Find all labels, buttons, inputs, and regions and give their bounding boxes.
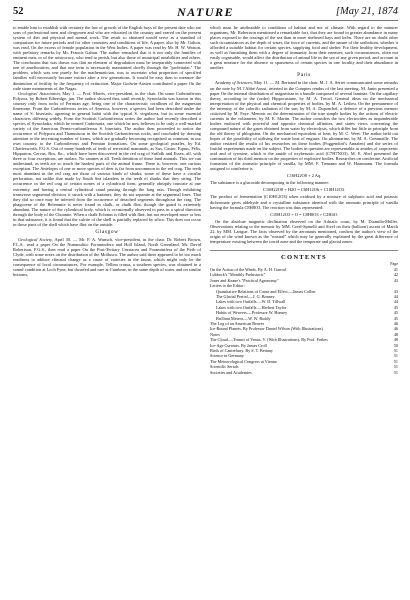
contents-item-title: The Log of an American Beaver bbox=[210, 321, 265, 327]
contents-item-title: Quantitative Relations of Cause and Effect.—James Collier bbox=[216, 288, 316, 294]
chemical-equation: C16H22O8 + H2O = C6H12O6 + C10H12O3. bbox=[262, 187, 346, 193]
contents-item-title: Lubbock's "Monthly Prehistoric" bbox=[210, 272, 266, 278]
contents-title: CONTENTS bbox=[281, 253, 327, 261]
contents-item-title: Scientific Serials bbox=[210, 364, 239, 370]
contents-item bbox=[210, 370, 398, 375]
society-name: Geological Society, bbox=[18, 236, 53, 242]
contents-item-title: The Glacial Period.—J. G. Bonney bbox=[216, 294, 275, 299]
paragraph: which must be attributable to conditions of habitat and not of climate. With regard to the minuter organisms, Mr. Robertson mentioned a remarkable fact, that they are found in greater abundance in many places exposed to the tossings of the sea than in more sheltered bays and lochs. There are no doubt other such circumstances as the depth of water, the force of currents, and the nature of the seabottom, whether it afforded a suitable habitat for certain species, supplying food and shelter. For their healthy development, as well as furnishing them with a degree of immunity from their enemies, such circumstances, often not easily cognisable, would affect the distribution of animal life in the sea of any given period, and account in a great measure for the absence or sparseness of certain species in one locality and their abundance in another. bbox=[210, 25, 398, 71]
contents-item-page: 50 bbox=[393, 342, 398, 348]
contents-list bbox=[210, 267, 398, 375]
contents-item-page: 45 bbox=[393, 315, 398, 321]
society-name: Geologists' Association, bbox=[18, 90, 61, 96]
section-heading-paris: Paris bbox=[297, 72, 311, 79]
contents-item-page: 43 bbox=[393, 288, 398, 294]
contents-item-page: 45 bbox=[393, 304, 398, 310]
contents-item-title: Birds of Canterbury. By S. T. Bettany bbox=[210, 348, 273, 354]
report-text: The product of fermentation (C10H12O3) when oxidised by a mixture of sulphuric acid and potassic dichromate gives aldehyde and a crystalline substance identical with the aromatic principle of vanilla having the formula C8H8O3. The reaction was thus represented: bbox=[210, 194, 398, 210]
meeting-date: May 1. bbox=[62, 90, 76, 96]
left-column bbox=[13, 25, 201, 375]
contents-item-title: Ice-Age Currents. By James Croll bbox=[210, 342, 267, 348]
contents-item-title: Lakes with two Outfalls.—Herbert Taylor bbox=[216, 304, 287, 310]
two-column-body bbox=[13, 25, 398, 375]
contents-item-page: 51 bbox=[393, 353, 398, 359]
contents-item-title: The Meteorological Congress at Vienna bbox=[210, 358, 277, 364]
contents-item-page: 48 bbox=[393, 331, 398, 337]
contents-item-page: 41 bbox=[393, 266, 398, 272]
contents-item-title: Societies and Academies bbox=[210, 369, 252, 375]
contents-item-page: 51 bbox=[393, 364, 398, 370]
contents-item-page: 49 bbox=[393, 337, 398, 343]
contents-item-page: 45 bbox=[393, 310, 398, 316]
contents-item-title: Ice-Bound Planets. By Professor Daniel Wilson (With Illustrations) bbox=[210, 326, 323, 332]
contents-item-title: Letters to the Editor: bbox=[210, 283, 245, 289]
page-number: 52 bbox=[13, 6, 24, 17]
contents-item-page: 46 bbox=[393, 321, 398, 327]
contents-item-page: 51 bbox=[393, 358, 398, 364]
report-text: Prof. Morris, vice-president, in the chair. On some Carboniferous Polyzoa, by Robert Etheridge, jun. The author showed that, until recently, Synocladia was known in this country only from rocks of Permian age, being one of the characteristic corallines of the magnesian limestone. From the Carboniferous series of America, however, a species had been described under the name of S. biseriaiis, agreeing in general habit with the typical S. virgulacea, but in some essential characters differing widely. From the Scottish Carboniferous series the author had recently described a species of Synocladia, which he termed Carbonaria, one which he now believes to be only a well-marked variety of the American Permo-carboniferous S. biseriaiis. The author then proceeded to notice the occurrence of Polypora and Thamniscus in the Scottish Carboniferous rocks, and concluded by drawing attention to the increasing number of forms, which are gradually becoming recognised as common, in our own country, to the Carboniferous and Permian formations. On some geological puzzles, by Ed. Charlesworth, F.G.S. Out of many hundreds of teeth of terrestrial mammals, as Sus, Castor, Equus, Felis, Hipparion, Cervus, Bos, &c., which have been discovered in the red crag of Suffolk and Essex, all, with three or four exceptions, are molars. No canines at all. Teeth dentition of these land animals. This we can understand, as teeth are so much the hardest parts of the animal frame. There is, however, one curious exception. The Antelopes of one or more species of deer is far from uncommon in the red crag. The teeth most abundant in the red crag are those of various kinds of sharks; some of these have a circular perforation, not unlike that made by South Sea islanders in the teeth of sharks that they string. The occurrence in the red crag of certain stones of a cylindrical form, generally abruptly truncate at one extremity, and having a central cylindrical canal passing through the long axis. Though exhibiting transverse segmental division, it struck with a hammer, they do not separate at the segmental lines. That they did so once may be inferred from the occurrence of detached segments throughout the crag. The phagocene of the Belemnite is never found in chalk, or chalk flint, though the guard is extremely abundant. The nature of the cylindrical body, which is occasionally observed to pass in a spiral direction through the body of the Choanite. When a chalk Echinus is filled with flint, but not enveloped more or less in that substance, it is found that the calcite of the shell is partially replaced by silica. This does not occur in those parts of the shell which have flint on the outside. bbox=[13, 90, 201, 227]
contents-item-page: 44 bbox=[393, 299, 398, 305]
contents-item-title: Notes bbox=[210, 331, 220, 337]
contents-item-title: Jones and Keane's "Practical Agronomy" bbox=[210, 277, 279, 283]
geological-association-report: Geologists' Association, May 1. — Prof. Morris, vice-president, in the chair. On some Carboniferous Polyzoa, by Robert Etheridge, jun. The author showed that, until recently, Synocladia was known in this country only from rocks of Permian age, being one of the characteristic corallines of the magnesian limestone. From the Carboniferous series of America, however, a species had been described under the name of S. biseriaiis, agreeing in general habit with the typical S. virgulacea, but in some essential characters differing widely. From the Scottish Carboniferous series the author had recently described a species of Synocladia, which he termed Carbonaria, one which he now believes to be only a well-marked variety of the American Permo-carboniferous S. biseriaiis. The author then proceeded to notice the occurrence of Polypora and Thamniscus in the Scottish Carboniferous rocks, and concluded by drawing attention to the increasing number of forms, which are gradually becoming recognised as common, in our own country, to the Carboniferous and Permian formations. On some geological puzzles, by Ed. Charlesworth, F.G.S. Out of many hundreds of teeth of terrestrial mammals, as Sus, Castor, Equus, Felis, Hipparion, Cervus, Bos, &c., which have been discovered in the red crag of Suffolk and Essex, all, with three or four exceptions, are molars. No canines at all. Teeth dentition of these land animals. This we can understand, as teeth are so much the hardest parts of the animal frame. There is, however, one curious exception. The Antelopes of one or more species of deer is far from uncommon in the red crag. The teeth most abundant in the red crag are those of various kinds of sharks; some of these have a circular perforation, not unlike that made by South Sea islanders in the teeth of sharks that they string. The occurrence in the red crag of certain stones of a cylindrical form, generally abruptly truncate at one extremity, and having a central cylindrical canal passing through the long axis. Though exhibiting transverse segmental division, it struck with a hammer, they do not separate at the segmental lines. That they did so once may be inferred from the occurrence of detached segments throughout the crag. The phagocene of the Belemnite is never found in chalk, or chalk flint, though the guard is extremely abundant. The nature of the cylindrical body, which is occasionally observed to pass in a spiral direction through the body of the Choanite. When a chalk Echinus is filled with flint, but not enveloped more or less in that substance, it is found that the calcite of the shell is partially replaced by silica. This does not occur in those parts of the shell which have flint on the outside. bbox=[13, 90, 201, 227]
report-text: On the absolute magnetic declination observed on the Adriatic coast, by M. Diamilla-Müller. Observations relating to the memoir by MM. Creel-Spinelli and Sivel on their (balloon) ascent of March 22, by MM. Larigue. The facts observed by the aeronauts mentioned, confirm the author's view of the origin of the wind known as the "mistral" which may be generally explained by the great difference of temperature existing between the torrid zone and the temperate and glacial zones. bbox=[210, 218, 398, 244]
journal-title: NATURE bbox=[176, 5, 234, 19]
contents-item-title: On the Action of the Winds. By A. H. Garrod bbox=[210, 266, 286, 272]
issue-date: [May 21, 1874 bbox=[335, 6, 398, 17]
contents-item-page: 43 bbox=[393, 277, 398, 283]
glasgow-society-report: Geological Society, April 30. — Mr. F. A. Wunsch, vice-president, in the chair. Dr. Robert Brown, F.L.S., read a paper On the Nummulitic Foraminifera and Holl Island, North Greenland. Mr. David Robertson, F.G.S., then read a paper On the Post-Tertiary Crustacea and Foraminifera of the Firth of Clyde, with some notes on the distribution of the Mollusca. The author said there appeared to be too much readiness to adduce climatal change as a cause of varieties in the fauna, which might only be the consequence of local circumstances. For example, Tellina crassa, a southern species, was obtained in a sound condition at Loch Fyne, but dwarfed and rare at Cumbrae, in the same depth of water and on similar bottoms, bbox=[13, 236, 201, 278]
right-column bbox=[210, 25, 398, 375]
running-header bbox=[13, 6, 398, 21]
contents-item-page: 42 bbox=[393, 272, 398, 278]
contents-item-title: Habits of Weavers.—Professor W. Hunsey bbox=[216, 310, 288, 316]
contents-item-page: 44 bbox=[393, 294, 398, 299]
paragraph: to enable him to establish with certainty the law of growth of the English boys of the present date who are sons of professional men and clergymen and who are educated in the country and reared on the present system of diet and physical and mental work. The result so obtained would serve as a standard of comparison for future periods and for other countries and conditions of life. A paper, also by Mr. Galton, was read, On the excess of female population in the West Indies. A paper was read by Mr. H. W. Watson, with prefatory remarks by Mr. Francis Galton. The author remarked that it is not only the families of eminent men, or of the aristocracy, who tend to perish, but also those of municipal notabilities and others. The conclusion that was drawn was that an element of degradation must be inseparably connected with one of amelioration, and that one term is necessarily maintained chiefly through the "proletariat." The problem, which was one purely for the mathematician, was to ascertain what proportion of specified families will necessarily become extinct after a few generations. It would be easy then to measure the diminution of fertility by the frequency of extinction. Major Godwin-Austen contributed a paper On the rude stone monuments of the Nagas. bbox=[13, 25, 201, 91]
contents-item-page: 51 bbox=[393, 369, 398, 375]
report-text: The substance is a glucoside decomposing in the following manner: bbox=[210, 180, 330, 186]
contents-item-title: Brilliant Meteor.—W. W. Boddy bbox=[216, 315, 271, 321]
chemical-formula: C16H22O8 + 2 Aq. bbox=[286, 173, 322, 179]
meeting-date: April 30. bbox=[54, 236, 72, 242]
contents-item-title: The Cloud.—Transit of Venus, V. (With Illustrations). By Prof. Forbes bbox=[210, 337, 328, 343]
report-text: Mr. F. A. Wunsch, vice-president, in the chair. Dr. Robert Brown, F.L.S., read a paper On the Nummulitic Foraminifera and Holl Island, North Greenland. Mr. David Robertson, F.G.S., then read a paper On the Post-Tertiary Crustacea and Foraminifera of the Firth of Clyde, with some notes on the distribution of the Mollusca. The author said there appeared to be too much readiness to adduce climatal change as a cause of varieties in the fauna, which might only be the consequence of local circumstances. For example, Tellina crassa, a southern species, was obtained in a sound condition at Loch Fyne, but dwarfed and rare at Cumbrae, in the same depth of water and on similar bottoms, bbox=[13, 236, 201, 278]
section-heading-glasgow: Glasgow bbox=[95, 228, 119, 235]
contents-item-page: 51 bbox=[393, 348, 398, 354]
academy-report: Academy of Sciences, May 11. — M. Bertrand in the chair. M. J. A. Serret communicated some remarks on the note by M. l'Abbé Aoust, inserted in the Comptes rendus of the last meeting. M. Janin presented a paper On the internal distribution of magnetism in a bundle composed of several laminae. On the capillary theory according to the (order) Hippocastane, by M. A. Trecul. General ideas on the mechanical interpretation of the physical and chemical properties of bodies, by M. A. Ledieu. On the permanence of the intensity of the calorific radiation of the sun, by M. A. Duponchel, a defence of a previous memoir criticised by M. Faye. Memoir on the determination of the true simple bodies by the actions of electric currents in the voltameter, by M. E. Martin. The author considers the two electricities as imponderable bodies endowed with powerful and opposite chemical affinities, and states views concerning the compound nature of the gases obtained from water by electrolysis, which differ but little in principle from the old theory of phlogiston. On the mechanical equivalent of heat, by M. C. Weet. The author held out hopes of the possibility of utilising the waste heat of engines. On ultramarine, by M. A. Commaille. The author restated the results of his researches on these bodies (Poggendorf's Annalen) and the series of fruitful experiments made on the subject. The bodies in question are representable as amides of carpoxenic acid and of tyrosine, which is the amide of oxybenzoic acid (C7H7NO3). M. E. Abel presented the continuation of his third memoir on the properties of explosive bodies. Researches on coniferine. Artificial formation of the aromatic principle of vanilla, by MM. F. Tiemann and W. Haarmann. The formula assigned to coniferine is bbox=[210, 80, 398, 172]
society-name: Academy of Sciences, bbox=[215, 80, 253, 86]
meeting-date: May 11. bbox=[254, 80, 269, 86]
table-of-contents bbox=[210, 250, 398, 375]
contents-item-page: 46 bbox=[393, 326, 398, 332]
contents-item-title: Lakes with two Outfalls.—W. D. Tillwall bbox=[216, 299, 286, 305]
chemical-equation: C10H12O3 + O = C8H8O3 + C2H4O. bbox=[269, 211, 339, 217]
page-column-heading: Page bbox=[390, 260, 398, 266]
report-text: M. Bertrand in the chair. M. J. A. Serret communicated some remarks on the note by M. l'Abbé Aoust, inserted in the Comptes rendus of the last meeting. M. Janin presented a paper On the internal distribution of magnetism in a bundle composed of several laminae. On the capillary theory according to the (order) Hippocastane, by M. A. Trecul. General ideas on the mechanical interpretation of the physical and chemical properties of bodies, by M. A. Ledieu. On the permanence of the intensity of the calorific radiation of the sun, by M. A. Duponchel, a defence of a previous memoir criticised by M. Faye. Memoir on the determination of the true simple bodies by the actions of electric currents in the voltameter, by M. E. Martin. The author considers the two electricities as imponderable bodies endowed with powerful and opposite chemical affinities, and states views concerning the compound nature of the gases obtained from water by electrolysis, which differ but little in principle from the old theory of phlogiston. On the mechanical equivalent of heat, by M. C. Weet. The author held out hopes of the possibility of utilising the waste heat of engines. On ultramarine, by M. A. Commaille. The author restated the results of his researches on these bodies (Poggendorf's Annalen) and the series of fruitful experiments made on the subject. The bodies in question are representable as amides of carpoxenic acid and of tyrosine, which is the amide of oxybenzoic acid (C7H7NO3). M. E. Abel presented the continuation of his third memoir on the properties of explosive bodies. Researches on coniferine. Artificial formation of the aromatic principle of vanilla, by MM. F. Tiemann and W. Haarmann. The formula assigned to coniferine is bbox=[210, 80, 398, 172]
contents-item-title: Science in Germany bbox=[210, 353, 244, 359]
